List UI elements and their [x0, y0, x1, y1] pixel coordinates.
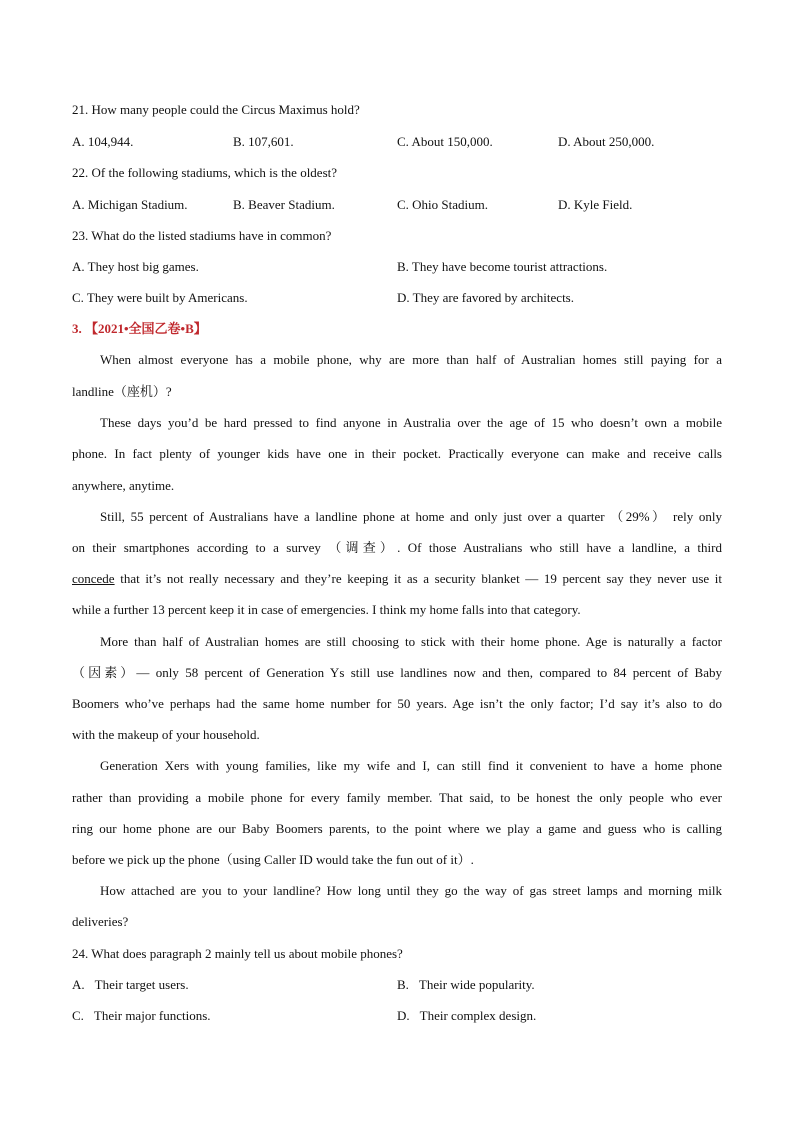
- question-24: 24. What does paragraph 2 mainly tell us about mobile phones?: [72, 946, 403, 961]
- passage-p6-line1: How attached are you to your landline? How long until they go the way of gas street lamps and morning milk: [100, 883, 722, 898]
- passage-p4-line4: with the makeup of your household.: [72, 727, 260, 742]
- option-21-b: B. 107,601.: [233, 134, 294, 149]
- passage-p5-line1: Generation Xers with young families, like my wife and I, can still find it convenient to have a home phone: [100, 758, 722, 773]
- option-22-a: A. Michigan Stadium.: [72, 197, 188, 212]
- option-24-b-letter: B.: [397, 977, 409, 992]
- passage-p6-line2: deliveries?: [72, 914, 129, 929]
- option-23-a: A. They host big games.: [72, 259, 199, 274]
- option-24-c: [72, 1008, 211, 1024]
- option-24-b: [397, 977, 535, 993]
- option-23-b: B. They have become tourist attractions.: [397, 259, 608, 274]
- passage-p3-line4: while a further 13 percent keep it in case of emergencies. I think my home falls into that category.: [72, 602, 581, 617]
- question-23: 23. What do the listed stadiums have in common?: [72, 228, 332, 243]
- passage-p5-line2: rather than providing a mobile phone for every family member. That said, to be honest the only people who ever: [72, 790, 722, 805]
- passage-p2-line2: phone. In fact plenty of younger kids have one in their pocket. Practically everyone can make and receive calls: [72, 446, 722, 461]
- option-22-c: C. Ohio Stadium.: [397, 197, 489, 212]
- passage-p3-line1: Still, 55 percent of Australians have a landline phone at home and only just over a quarter （29%） rely only: [100, 509, 722, 524]
- passage-p1-line1: When almost everyone has a mobile phone, why are more than half of Australian homes still paying for a: [100, 352, 722, 367]
- option-22-b: B. Beaver Stadium.: [233, 197, 335, 212]
- option-24-a-letter: A.: [72, 977, 85, 992]
- option-24-b-text: Their wide popularity.: [418, 977, 535, 992]
- passage-p4-line3: Boomers who’ve perhaps had the same home number for 50 years. Age isn’t the only factor; I’d say it’s also to do: [72, 696, 722, 711]
- passage-p2-line1: These days you’d be hard pressed to find anyone in Australia over the age of 15 who doesn’t own a mobile: [100, 415, 722, 430]
- option-24-c-text: Their major functions.: [93, 1008, 211, 1023]
- option-21-c: C. About 150,000.: [397, 134, 493, 149]
- underlined-word-concede: concede: [72, 571, 115, 586]
- passage-p3-line3-rest: that it’s not really necessary and they’re keeping it as a security blanket — 19 percent say they never use it: [114, 571, 722, 586]
- passage-p1-line2: landline（座机）?: [72, 384, 172, 399]
- passage-p3-line3: [72, 571, 722, 587]
- passage-p4-line1: More than half of Australian homes are still choosing to stick with their home phone. Age is naturally a factor: [100, 634, 722, 649]
- option-23-c: C. They were built by Americans.: [72, 290, 248, 305]
- option-24-a: [72, 977, 189, 993]
- option-21-a: A. 104,944.: [72, 134, 134, 149]
- passage-p4-line2: （因素）— only 58 percent of Generation Ys still use landlines now and then, compared to 84 percent of Baby: [72, 665, 722, 680]
- passage-p5-line4: before we pick up the phone（using Caller ID would take the fun out of it）.: [72, 852, 474, 867]
- passage-p5-line3: ring our home phone are our Baby Boomers parents, to the point where we play a game and guess who is calling: [72, 821, 722, 836]
- option-21-d: D. About 250,000.: [558, 134, 655, 149]
- question-21: 21. How many people could the Circus Maximus hold?: [72, 102, 360, 117]
- passage-p3-line2: on their smartphones according to a survey （调查）. Of those Australians who still have a landline, a third: [72, 540, 722, 555]
- section-heading: 3. 【2021•全国乙卷•B】: [72, 321, 207, 336]
- question-22: 22. Of the following stadiums, which is the oldest?: [72, 165, 338, 180]
- option-24-d: [397, 1008, 536, 1024]
- option-22-d: D. Kyle Field.: [558, 197, 633, 212]
- option-24-c-letter: C.: [72, 1008, 84, 1023]
- passage-p2-line3: anywhere, anytime.: [72, 478, 175, 493]
- option-24-a-text: Their target users.: [94, 977, 189, 992]
- option-23-d: D. They are favored by architects.: [397, 290, 574, 305]
- option-24-d-text: Their complex design.: [419, 1008, 537, 1023]
- option-24-d-letter: D.: [397, 1008, 410, 1023]
